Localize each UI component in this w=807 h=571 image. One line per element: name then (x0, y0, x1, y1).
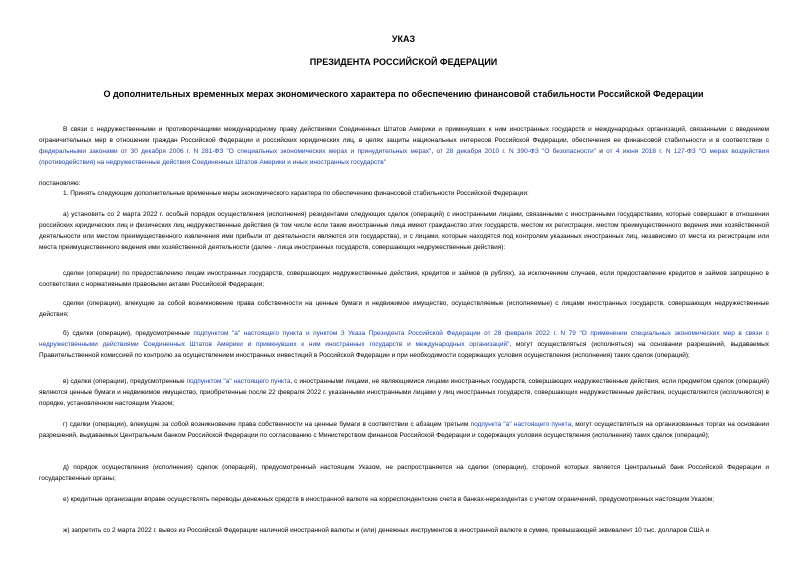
clause-g (39, 419, 769, 441)
clause-v-text-a: в) сделки (операции), предусмотренные (63, 378, 187, 385)
decree-word: постановляю: (39, 180, 81, 187)
clause-a-securities: сделки (операции), влекущие за собой возникновение права собственности на ценные бумаги и недвижимое имущество, осуществляемые (исполняемые) с лицами иностранных государств, совершающих недружественные действия; (39, 300, 769, 318)
clause-a: а) установить со 2 марта 2022 г. особый порядок осуществления (исполнения) резидентами следующих сделок (операций) с иностранными лицами, связанными с иностранными государствами, которые совершают в отношении российских юридических лиц и физических лиц недружественные действия (в том числе если такие иностранные лица имеют гражданство этих государств, местом их регистрации, местом преимущественного ведения ими хозяйственной деятельности или местом преимущественного извлечения ими прибыли от деятельности являются эти государства), и с лицами, которые находятся под контролем указанных иностранных лиц, независимо от места их регистрации или места преимущественного ведения ими хозяйственной деятельности (далее - лица иностранных государств, совершающих недружественные действия): (39, 211, 769, 251)
subclause-a-link-2[interactable]: подпункта "а" настоящего пункта (470, 421, 572, 428)
clause-b-text-b: , могут осуществляться (исполняться) на основании разрешений, выдаваемых Правительственной комиссией по контролю за осуществлением иностранных инвестиций в Российской Федерации и при необходимости содержащих условия осуществления (исполнения) таких сделок (операций); (39, 341, 770, 359)
clause-v-text-b: , с иностранными лицами, не являющимися лицами иностранных государств, совершающих недружественные действия, если предметом сделок (операций) являются ценные бумаги и недвижимое имущество, приобретенные после 22 февраля 2022 г. указанными иностранными лицами у лиц иностранных государств, совершающих недружественные действия, осуществляются (исполняются) в порядке, установленном настоящим Указом; (39, 378, 770, 407)
law-127-link[interactable]: от 4 июня 2018 г. N 127-ФЗ "О мерах воздействия (противодействия) на недружественные действия Соединенных Штатов Америки и иных иностранных государств" (39, 148, 769, 166)
intro-text-a: В связи с недружественными и противоречащими международному праву действиями Соединенных Штатов Америки и примкнувших к ним иностранных государств и международных организаций, связанными с введением ограничительных мер в отношении граждан Российской Федерации и российских юридических лиц, в целях защиты национальных интересов Российской Федерации, обеспечения ее финансовой стабильности и в соответствии с (39, 126, 769, 144)
law-281-link[interactable]: федеральными законами от 30 декабря 2006 г. N 281-ФЗ "О специальных экономических мерах и принудительных мерах" (39, 148, 432, 155)
subclause-a-link[interactable]: подпунктом "а" настоящего пункта (186, 378, 291, 385)
clause-e: е) кредитные организации вправе осуществлять переводы денежных средств в иностранной валюте на корреспондентские счета в банках-нерезидентах с учетом ограничений, предусмотренных настоящим Указом; (63, 496, 715, 503)
clause-g-text-a: г) сделки (операции), влекущие за собой возникновение права собственности на ценные бумаги в соответствии с абзацем третьим (63, 421, 471, 428)
intro-paragraph (39, 124, 769, 168)
clause-d: д) порядок осуществления (исполнения) сделок (операций), предусмотренный настоящим Указом, не распространяется на сделки (операции), стороной которых является Центральный банк Российской Федерации и государственные органы; (39, 464, 769, 482)
clause-b (39, 328, 769, 361)
clause-g-text-b: , могут осуществляться на организованных торгах на основании разрешений, выдаваемых Центральным банком Российской Федерации по согласованию с Министерством финансов Российской Федерации и содержащих условия осуществления (исполнения) таких сделок (операций); (39, 421, 770, 439)
clause-zh: ж) запретить со 2 марта 2022 г. вывоз из Российской Федерации наличной иностранной валюты и (или) денежных инструментов в иностранной валюте в сумме, превышающей эквивалент 10 тыс. долларов США и (63, 527, 710, 534)
document-title: О дополнительных временных мерах экономического характера по обеспечению финансовой стабильности Российской Федерации (103, 89, 704, 99)
clause-a-loans: сделки (операции) по предоставлению лицам иностранных государств, совершающих недружественные действия, кредитов и займов (в рублях), за исключением случаев, если предоставление кредитов и займов запрещено в соответствии с нормативными правовыми актами Российской Федерации; (39, 270, 769, 288)
clause-b-text-a: б) сделки (операции), предусмотренные (63, 330, 194, 337)
law-390-link[interactable]: от 28 декабря 2010 г. N 390-ФЗ "О безопасности" (436, 148, 597, 155)
issuer-heading: ПРЕЗИДЕНТА РОССИЙСКОЙ ФЕДЕРАЦИИ (309, 57, 498, 67)
intro-text-b: , (431, 148, 437, 155)
doc-type-heading: УКАЗ (391, 34, 416, 44)
intro-text-c: и (596, 148, 607, 155)
clause-v (39, 376, 769, 409)
decree-79-link[interactable]: подпунктом "а" настоящего пункта и пунктом 3 Указа Президента Российской Федерации от 28 февраля 2022 г. N 79 "О применении специальных экономических мер в связи с недружественными действиями Соединенных Штатов Америки и примкнувших к ним иностранных государств и международных организаций" (39, 330, 769, 348)
clause-1: 1. Принять следующие дополнительные временные меры экономического характера по обеспечению финансовой стабильности Российской Федерации: (63, 190, 529, 197)
